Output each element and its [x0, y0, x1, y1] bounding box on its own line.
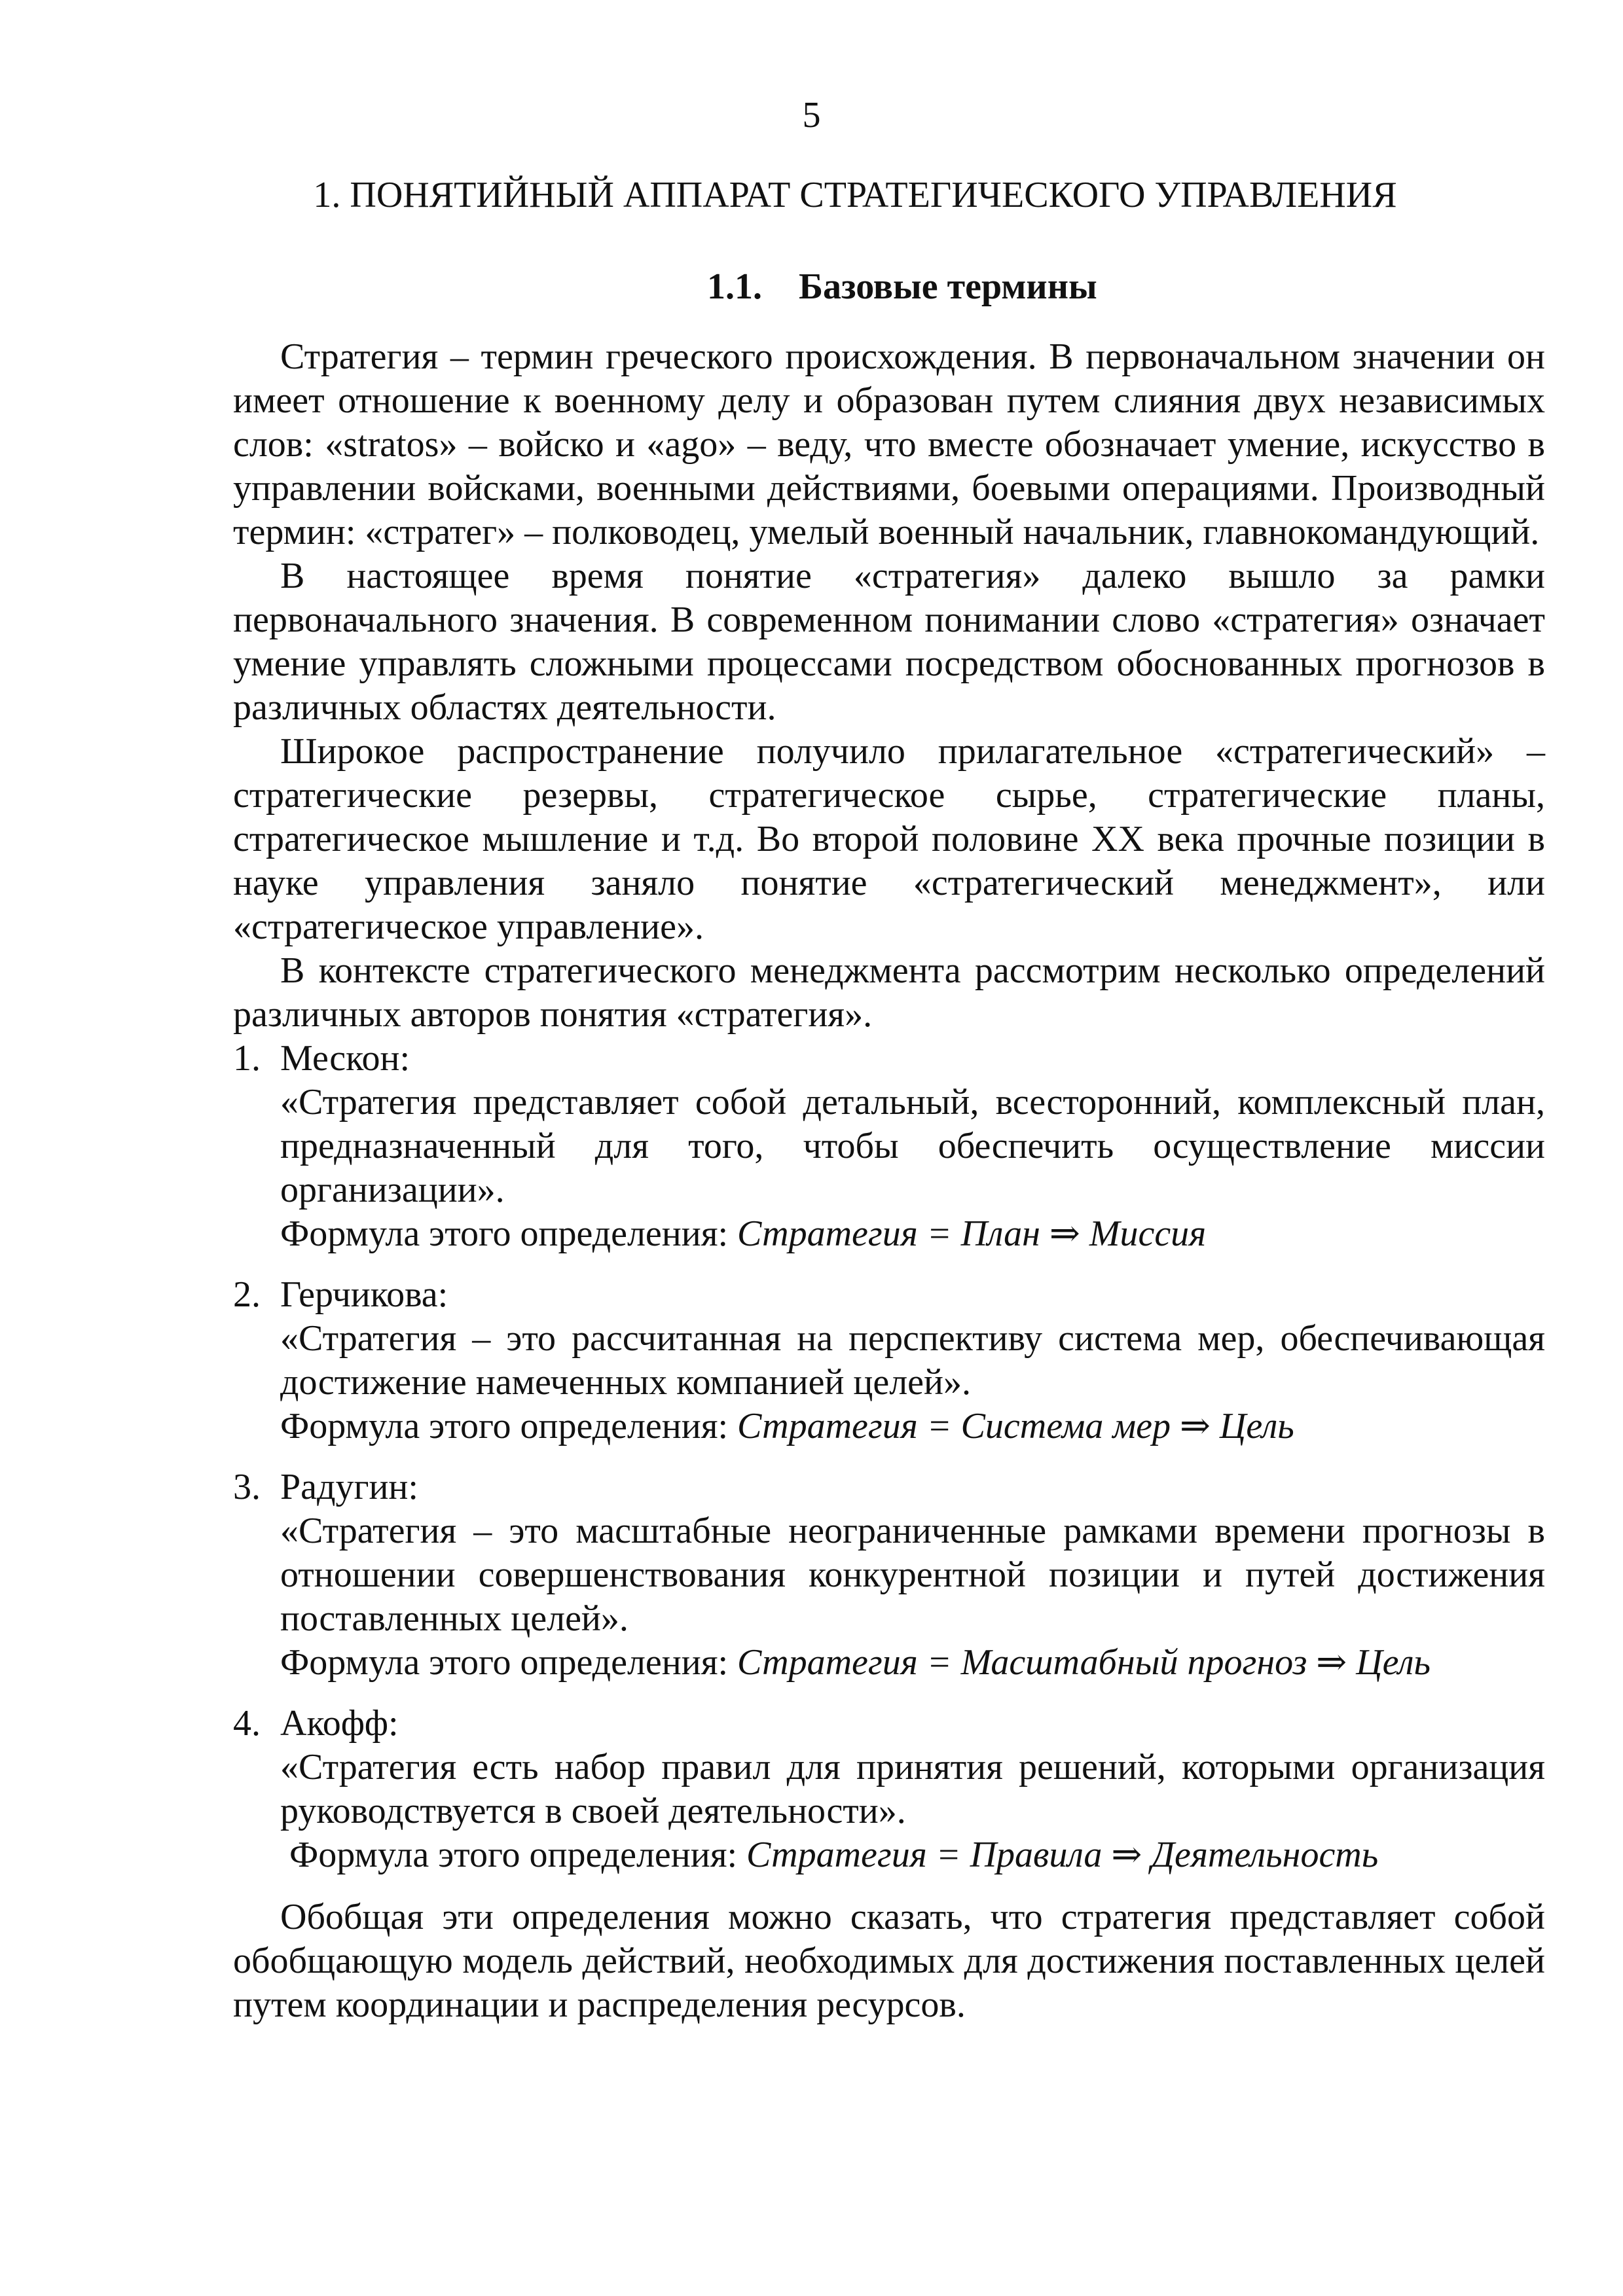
formula-expression: Стратегия = План ⇒ Миссия — [737, 1213, 1207, 1254]
formula-label: Формула этого определения: — [289, 1835, 738, 1875]
definition-item-3 — [233, 1465, 1545, 1685]
author-name: Радугин: — [280, 1467, 418, 1507]
definition-quote: «Стратегия представляет собой детальный, всесторонний, комплексный план, предназначенный для того, чтобы обеспечить осуществление миссии организации». — [280, 1082, 1545, 1210]
list-marker: 2. — [233, 1274, 261, 1315]
paragraph-definitions-intro: В контексте стратегического менеджмента рассмотрим несколько определений различных авторов понятия «стратегия». — [233, 950, 1545, 1035]
definition-item-4 — [233, 1702, 1545, 1877]
definition-item-2 — [233, 1273, 1545, 1448]
definition-quote: «Стратегия – это масштабные неограниченные рамками времени прогнозы в отношении совершенствования конкурентной позиции и путей достижения поставленных целей». — [280, 1511, 1545, 1639]
definition-formula — [280, 1405, 1545, 1448]
definition-formula — [280, 1212, 1545, 1256]
formula-label: Формула этого определения: — [280, 1406, 729, 1446]
document-body — [233, 335, 1545, 2027]
section-number: 1.1. — [707, 266, 762, 307]
formula-expression: Стратегия = Система мер ⇒ Цель — [737, 1406, 1294, 1446]
list-marker: 3. — [233, 1467, 261, 1507]
paragraph-origin: Стратегия – термин греческого происхождения. В первоначальном значении он имеет отношение к военному делу и образован путем слияния двух независимых слов: «stratos» – войско и «ago» – веду, что вместе обозначает умение, искусство в управлении войсками, военными действиями, боевыми операциями. Производный термин: «стратег» – полководец, умелый военный начальник, главнокомандующий. — [233, 336, 1545, 552]
definition-author — [233, 1273, 1545, 1317]
formula-label: Формула этого определения: — [280, 1642, 729, 1683]
section-title — [707, 263, 1097, 310]
list-marker: 1. — [233, 1038, 261, 1079]
definition-author — [233, 1037, 1545, 1081]
formula-label: Формула этого определения: — [280, 1213, 729, 1254]
definition-formula — [280, 1641, 1545, 1685]
author-name: Герчикова: — [280, 1274, 448, 1315]
definition-author — [233, 1465, 1545, 1509]
definition-formula — [280, 1833, 1545, 1877]
author-name: Мескон: — [280, 1038, 410, 1079]
author-name: Акофф: — [280, 1703, 399, 1744]
section-title-text: Базовые термины — [799, 266, 1097, 307]
list-marker: 4. — [233, 1703, 261, 1744]
paragraph-modern-meaning: В настоящее время понятие «стратегия» далеко вышло за рамки первоначального значения. В современном понимании слово «стратегия» означает умение управлять сложными процессами посредством обоснованных прогнозов в различных областях деятельности. — [233, 556, 1545, 728]
paragraph-conclusion: Обобщая эти определения можно сказать, что стратегия представляет собой обобщающую модель действий, необходимых для достижения поставленных целей путем координации и распределения ресурсов. — [233, 1897, 1545, 2025]
paragraph-adjective: Широкое распространение получило прилагательное «стратегический» – стратегические резервы, стратегическое сырье, стратегические планы, стратегическое мышление и т.д. Во второй половине XX века прочные позиции в науке управления заняло понятие «стратегический менеджмент», или «стратегическое управление». — [233, 731, 1545, 947]
formula-expression: Стратегия = Правила ⇒ Деятельность — [746, 1835, 1379, 1875]
chapter-title: 1. ПОНЯТИЙНЫЙ АППАРАТ СТРАТЕГИЧЕСКОГО УПРАВЛЕНИЯ — [313, 175, 1397, 215]
definition-author — [233, 1702, 1545, 1746]
definition-quote: «Стратегия – это рассчитанная на перспективу система мер, обеспечивающая достижение намеченных компанией целей». — [280, 1318, 1545, 1403]
definition-quote: «Стратегия есть набор правил для принятия решений, которыми организация руководствуется в своей деятельности». — [280, 1747, 1545, 1831]
formula-expression: Стратегия = Масштабный прогноз ⇒ Цель — [737, 1642, 1431, 1683]
page-number: 5 — [802, 95, 821, 135]
definition-item-1 — [233, 1037, 1545, 1256]
